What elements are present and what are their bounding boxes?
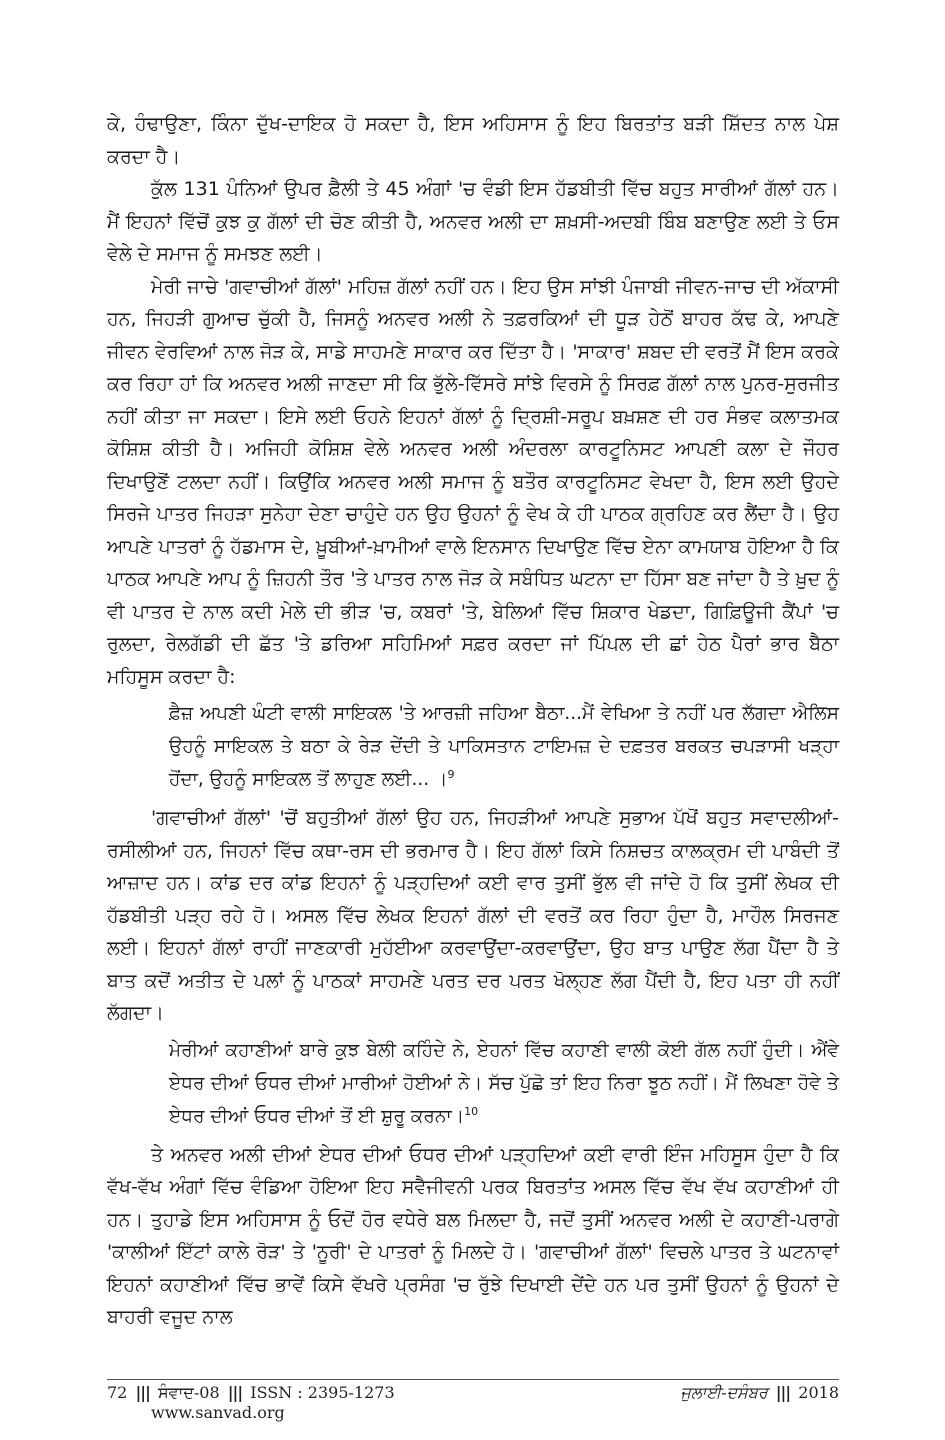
- paragraph-2: ਕੁੱਲ 131 ਪੰਨਿਆਂ ਉਪਰ ਫ਼ੈਲੀ ਤੇ 45 ਅੰਗਾਂ 'ਚ ਵੰਡੀ ਇਸ ਹੱਡਬੀਤੀ ਵਿੱਚ ਬਹੁਤ ਸਾਰੀਆਂ ਗੱਲਾਂ ਹਨ। ਮੈਂ ਇਹਨਾਂ ਵਿੱਚੋਂ ਕੁਝ ਕੁ ਗੱਲਾਂ ਦੀ ਚੋਣ ਕੀਤੀ ਹੈ, ਅਨਵਰ ਅਲੀ ਦਾ ਸ਼ਖ਼ਸੀ-ਅਦਬੀ ਬਿੰਬ ਬਣਾਉਣ ਲਈ ਤੇ ਓਸ ਵੇਲੇ ਦੇ ਸਮਾਜ ਨੂੰ ਸਮਝਣ ਲਈ।: [107, 178, 839, 265]
- block-quote-2: [169, 1034, 839, 1133]
- paragraph-5: ਤੇ ਅਨਵਰ ਅਲੀ ਦੀਆਂ ਏਧਰ ਦੀਆਂ ਓਧਰ ਦੀਆਂ ਪੜ੍ਹਦਿਆਂ ਕਈ ਵਾਰੀ ਇੰਜ ਮਹਿਸੂਸ ਹੁੰਦਾ ਹੈ ਕਿ ਵੱਖ-ਵੱਖ ਅੰਗਾਂ ਵਿੱਚ ਵੰਡਿਆ ਹੋਇਆ ਇਹ ਸਵੈਜੀਵਨੀ ਪਰਕ ਬਿਰਤਾਂਤ ਅਸਲ ਵਿੱਚ ਵੱਖ ਵੱਖ ਕਹਾਣੀਆਂ ਹੀ ਹਨ। ਤੁਹਾਡੇ ਇਸ ਅਹਿਸਾਸ ਨੂੰ ਓਦੋਂ ਹੋਰ ਵਧੇਰੇ ਬਲ ਮਿਲਦਾ ਹੈ, ਜਦੋਂ ਤੁਸੀਂ ਅਨਵਰ ਅਲੀ ਦੇ ਕਹਾਣੀ-ਪਰਾਗੇ 'ਕਾਲੀਆਂ ਇੱਟਾਂ ਕਾਲੇ ਰੋੜ' ਤੇ 'ਨੂਰੀ' ਦੇ ਪਾਤਰਾਂ ਨੂੰ ਮਿਲਦੇ ਹੋ। 'ਗਵਾਚੀਆਂ ਗੱਲਾਂ' ਵਿਚਲੇ ਪਾਤਰ ਤੇ ਘਟਨਾਵਾਂ ਇਹਨਾਂ ਕਹਾਣੀਆਂ ਵਿੱਚ ਭਾਵੇਂ ਕਿਸੇ ਵੱਖਰੇ ਪ੍ਰਸੰਗ 'ਚ ਰੁੱਝੇ ਦਿਖਾਈ ਦੇਂਦੇ ਹਨ ਪਰ ਤੁਸੀਂ ਉਹਨਾਂ ਨੂੰ ਉਹਨਾਂ ਦੇ ਬਾਹਰੀ ਵਜੂਦ ਨਾਲ: [107, 1143, 839, 1328]
- footer-divider: [107, 1379, 839, 1380]
- footer-right: [680, 1383, 839, 1403]
- block-quote-1-text: ਫ਼ੈਜ਼ ਅਪਣੀ ਘੰਟੀ ਵਾਲੀ ਸਾਇਕਲ 'ਤੇ ਆਰਜ਼ੀ ਜਹਿਆ ਬੈਠਾ...ਮੈਂ ਵੇਖਿਆ ਤੇ ਨਹੀਂ ਪਰ ਲੱਗਦਾ ਐਲਿਸ ਉਹਨੂੰ ਸਾਇਕਲ ਤੇ ਬਠਾ ਕੇ ਰੇੜ ਦੇਂਦੀ ਤੇ ਪਾਕਿਸਤਾਨ ਟਾਇਮਜ਼ ਦੇ ਦਫ਼ਤਰ ਬਰਕਤ ਚਪੜਾਸੀ ਖੜ੍ਹਾ ਹੋਂਦਾ, ਉਹਨੂੰ ਸਾਇਕਲ ਤੋਂ ਲਾਹੁਣ ਲਈ... ।: [169, 703, 839, 790]
- separator-bars-icon: |||: [135, 1383, 150, 1402]
- paragraph-4: 'ਗਵਾਚੀਆਂ ਗੱਲਾਂ' 'ਚੋਂ ਬਹੁਤੀਆਂ ਗੱਲਾਂ ਉਹ ਹਨ, ਜਿਹੜੀਆਂ ਆਪਣੇ ਸੁਭਾਅ ਪੱਖੋਂ ਬਹੁਤ ਸਵਾਦਲੀਆਂ-ਰਸੀਲੀਆਂ ਹਨ, ਜਿਹਨਾਂ ਵਿੱਚ ਕਥਾ-ਰਸ ਦੀ ਭਰਮਾਰ ਹੈ। ਇਹ ਗੱਲਾਂ ਕਿਸੇ ਨਿਸ਼ਚਤ ਕਾਲਕ੍ਰਮ ਦੀ ਪਾਬੰਦੀ ਤੋਂ ਆਜ਼ਾਦ ਹਨ। ਕਾਂਡ ਦਰ ਕਾਂਡ ਇਹਨਾਂ ਨੂੰ ਪੜ੍ਹਦਿਆਂ ਕਈ ਵਾਰ ਤੁਸੀਂ ਭੁੱਲ ਵੀ ਜਾਂਦੇ ਹੋ ਕਿ ਤੁਸੀਂ ਲੇਖਕ ਦੀ ਹੱਡਬੀਤੀ ਪੜ੍ਹ ਰਹੇ ਹੋ। ਅਸਲ ਵਿੱਚ ਲੇਖਕ ਇਹਨਾਂ ਗੱਲਾਂ ਦੀ ਵਰਤੋਂ ਕਰ ਰਿਹਾ ਹੁੰਦਾ ਹੈ, ਮਾਹੌਲ ਸਿਰਜਣ ਲਈ। ਇਹਨਾਂ ਗੱਲਾਂ ਰਾਹੀਂ ਜਾਣਕਾਰੀ ਮੁਹੱਈਆ ਕਰਵਾਉਂਦਾ-ਕਰਵਾਉਂਦਾ, ਉਹ ਬਾਤ ਪਾਉਣ ਲੱਗ ਪੈਂਦਾ ਹੈ ਤੇ ਬਾਤ ਕਦੋਂ ਅਤੀਤ ਦੇ ਪਲਾਂ ਨੂੰ ਪਾਠਕਾਂ ਸਾਹਮਣੇ ਪਰਤ ਦਰ ਪਰਤ ਖੋਲ੍ਹਣ ਲੱਗ ਪੈਂਦੀ ਹੈ, ਇਹ ਪਤਾ ਹੀ ਨਹੀਂ ਲੱਗਦਾ।: [107, 807, 839, 1024]
- issue-year: 2018: [798, 1383, 839, 1402]
- issue-period: ਜੁਲਾਈ-ਦਸੰਬਰ: [680, 1383, 768, 1402]
- separator-bars-icon: |||: [227, 1383, 243, 1402]
- footer-left: [107, 1383, 395, 1403]
- page-footer: [107, 1383, 839, 1427]
- paragraph-1: ਕੇ, ਹੰਢਾਉਣਾ, ਕਿੰਨਾ ਦੁੱਖ-ਦਾਇਕ ਹੋ ਸਕਦਾ ਹੈ, ਇਸ ਅਹਿਸਾਸ ਨੂੰ ਇਹ ਬਿਰਤਾਂਤ ਬੜੀ ਸ਼ਿੱਦਤ ਨਾਲ ਪੇਸ਼ ਕਰਦਾ ਹੈ।: [107, 113, 839, 168]
- footnote-marker-10: 10: [464, 1104, 479, 1118]
- footnote-marker-9: 9: [447, 767, 455, 781]
- block-quote-1: [169, 697, 839, 796]
- page-number: 72: [107, 1383, 128, 1402]
- issn: ISSN : 2395-1273: [250, 1383, 395, 1402]
- journal-name: ਸੰਵਾਦ-08: [158, 1383, 220, 1402]
- separator-bars-icon: |||: [775, 1383, 791, 1402]
- block-quote-2-text: ਮੇਰੀਆਂ ਕਹਾਣੀਆਂ ਬਾਰੇ ਕੁਝ ਬੇਲੀ ਕਹਿੰਦੇ ਨੇ, ਏਹਨਾਂ ਵਿੱਚ ਕਹਾਣੀ ਵਾਲੀ ਕੋਈ ਗੱਲ ਨਹੀਂ ਹੁੰਦੀ। ਐਂਵੇ ਏਧਰ ਦੀਆਂ ਓਧਰ ਦੀਆਂ ਮਾਰੀਆਂ ਹੋਈਆਂ ਨੇ। ਸੱਚ ਪੁੱਛੋ ਤਾਂ ਇਹ ਨਿਰਾ ਝੂਠ ਨਹੀਂ। ਮੈਂ ਲਿਖਣਾ ਹੋਵੇ ਤੇ ਏਧਰ ਦੀਆਂ ਓਧਰ ਦੀਆਂ ਤੋਂ ਈ ਸ਼ੁਰੂ ਕਰਨਾ।: [169, 1039, 839, 1127]
- paragraph-3: ਮੇਰੀ ਜਾਚੇ 'ਗਵਾਚੀਆਂ ਗੱਲਾਂ' ਮਹਿਜ਼ ਗੱਲਾਂ ਨਹੀਂ ਹਨ। ਇਹ ਉਸ ਸਾਂਝੀ ਪੰਜਾਬੀ ਜੀਵਨ-ਜਾਚ ਦੀ ਅੱਕਾਸੀ ਹਨ, ਜਿਹੜੀ ਗੁਆਚ ਚੁੱਕੀ ਹੈ, ਜਿਸਨੂੰ ਅਨਵਰ ਅਲੀ ਨੇ ਤਫ਼ਰਕਿਆਂ ਦੀ ਧੂੜ ਹੇਠੋਂ ਬਾਹਰ ਕੱਢ ਕੇ, ਆਪਣੇ ਜੀਵਨ ਵੇਰਵਿਆਂ ਨਾਲ ਜੋੜ ਕੇ, ਸਾਡੇ ਸਾਹਮਣੇ ਸਾਕਾਰ ਕਰ ਦਿੱਤਾ ਹੈ। 'ਸਾਕਾਰ' ਸ਼ਬਦ ਦੀ ਵਰਤੋਂ ਮੈਂ ਇਸ ਕਰਕੇ ਕਰ ਰਿਹਾ ਹਾਂ ਕਿ ਅਨਵਰ ਅਲੀ ਜਾਣਦਾ ਸੀ ਕਿ ਭੁੱਲੇ-ਵਿੱਸਰੇ ਸਾਂਝੇ ਵਿਰਸੇ ਨੂੰ ਸਿਰਫ਼ ਗੱਲਾਂ ਨਾਲ ਪੁਨਰ-ਸੁਰਜੀਤ ਨਹੀਂ ਕੀਤਾ ਜਾ ਸਕਦਾ। ਇਸੇ ਲਈ ਓਹਨੇ ਇਹਨਾਂ ਗੱਲਾਂ ਨੂੰ ਦ੍ਰਿਸ਼ੀ-ਸਰੂਪ ਬਖ਼ਸ਼ਣ ਦੀ ਹਰ ਸੰਭਵ ਕਲਾਤਮਕ ਕੋਸ਼ਿਸ਼ ਕੀਤੀ ਹੈ। ਅਜਿਹੀ ਕੋਸ਼ਿਸ਼ ਵੇਲੇ ਅਨਵਰ ਅਲੀ ਅੰਦਰਲਾ ਕਾਰਟੂਨਿਸਟ ਆਪਣੀ ਕਲਾ ਦੇ ਜੌਹਰ ਦਿਖਾਉਣੋਂ ਟਲਦਾ ਨਹੀਂ। ਕਿਉਂਕਿ ਅਨਵਰ ਅਲੀ ਸਮਾਜ ਨੂੰ ਬਤੌਰ ਕਾਰਟੂਨਿਸਟ ਵੇਖਦਾ ਹੈ, ਇਸ ਲਈ ਉਹਦੇ ਸਿਰਜੇ ਪਾਤਰ ਜਿਹੜਾ ਸੁਨੇਹਾ ਦੇਣਾ ਚਾਹੁੰਦੇ ਹਨ ਉਹ ਉਹਨਾਂ ਨੂੰ ਵੇਖ ਕੇ ਹੀ ਪਾਠਕ ਗ੍ਰਹਿਣ ਕਰ ਲੈਂਦਾ ਹੈ। ਉਹ ਆਪਣੇ ਪਾਤਰਾਂ ਨੂੰ ਹੱਡਮਾਸ ਦੇ, ਖ਼ੂਬੀਆਂ-ਖ਼ਾਮੀਆਂ ਵਾਲੇ ਇਨਸਾਨ ਦਿਖਾਉਣ ਵਿੱਚ ਏਨਾ ਕਾਮਯਾਬ ਹੋਇਆ ਹੈ ਕਿ ਪਾਠਕ ਆਪਣੇ ਆਪ ਨੂੰ ਜ਼ਿਹਨੀ ਤੌਰ 'ਤੇ ਪਾਤਰ ਨਾਲ ਜੋੜ ਕੇ ਸਬੰਧਿਤ ਘਟਨਾ ਦਾ ਹਿੱਸਾ ਬਣ ਜਾਂਦਾ ਹੈ ਤੇ ਖ਼ੁਦ ਨੂੰ ਵੀ ਪਾਤਰ ਦੇ ਨਾਲ ਕਦੀ ਮੇਲੇ ਦੀ ਭੀੜ 'ਚ, ਕਬਰਾਂ 'ਤੇ, ਬੇਲਿਆਂ ਵਿੱਚ ਸ਼ਿਕਾਰ ਖੇਡਦਾ, ਗਿਫ਼ਿਊਜੀ ਕੈਂਪਾਂ 'ਚ ਰੁਲਦਾ, ਰੇਲਗੱਡੀ ਦੀ ਛੱਤ 'ਤੇ ਡਰਿਆ ਸਹਿਮਿਆਂ ਸਫ਼ਰ ਕਰਦਾ ਜਾਂ ਪਿੱਪਲ ਦੀ ਛਾਂ ਹੇਠ ਪੈਰਾਂ ਭਾਰ ਬੈਠਾ ਮਹਿਸੂਸ ਕਰਦਾ ਹੈ:: [107, 275, 839, 688]
- website: www.sanvad.org: [151, 1403, 285, 1422]
- article-body: [107, 108, 839, 1334]
